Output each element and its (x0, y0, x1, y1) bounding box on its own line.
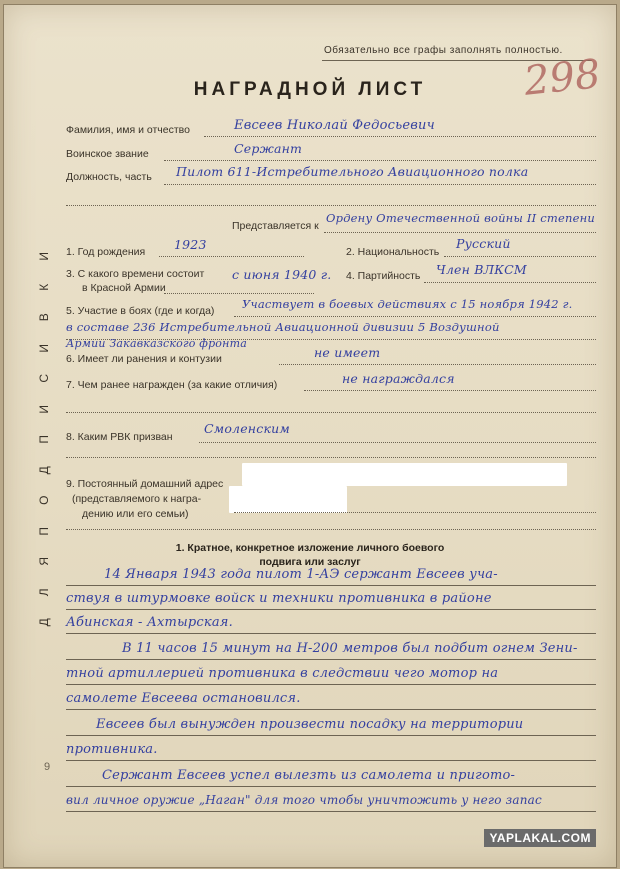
address-line-2 (66, 529, 596, 530)
battles-value-2: в составе 236 Истребительной Авиационной дивизии 5 Воздушной (66, 320, 500, 334)
narrative-rule-8 (66, 760, 596, 761)
battles-line-1 (234, 316, 596, 317)
narrative-line-1: 14 Января 1943 года пилот 1-АЭ сержант Евсеев уча- (104, 567, 498, 582)
position-line-2 (66, 205, 596, 206)
since-value: с июня 1940 г. (232, 267, 332, 282)
rvk-value: Смоленским (204, 421, 290, 436)
narrative-line-10: вил личное оружие „Наган" для того чтобы уничтожить у него запас (66, 793, 542, 807)
narrative-rule-2 (66, 609, 596, 610)
wounds-line (279, 364, 596, 365)
nationality-value: Русский (456, 236, 511, 251)
birth-year-line (159, 256, 304, 257)
document-title: НАГРАДНОЙ ЛИСТ (193, 79, 427, 100)
position-line (164, 184, 596, 185)
redacted-address-2 (229, 486, 347, 513)
name-label: Фамилия, имя и отчество (66, 124, 190, 136)
address-label-3: дению или его семьи) (82, 508, 189, 520)
party-label: 4. Партийность (346, 270, 421, 282)
address-label: 9. Постоянный домашний адрес (66, 478, 224, 490)
narrative-rule-1 (66, 585, 596, 586)
award-sheet (3, 4, 617, 868)
birth-year-value: 1923 (174, 237, 207, 252)
narrative-rule-6 (66, 709, 596, 710)
fill-all-notice: Обязательно все графы заполнять полностью. (324, 45, 563, 56)
narrative-line-6: самолете Евсеева остановился. (66, 691, 301, 706)
nationality-line (444, 256, 596, 257)
since-label: 3. С какого времени состоит (66, 268, 205, 280)
corner-mark: 9 (44, 761, 51, 773)
narrative-line-9: Сержант Евсеев успел вылезть из самолета и пригото- (102, 768, 516, 783)
narrative-line-7: Евсеев был вынужден произвести посадку на территории (96, 717, 524, 732)
rank-value: Сержант (234, 141, 303, 156)
rvk-label: 8. Каким РВК призван (66, 431, 173, 443)
site-watermark: YAPLAKAL.COM (484, 829, 596, 847)
awards-line (304, 390, 596, 391)
narrative-rule-3 (66, 633, 596, 634)
position-label: Должность, часть (66, 171, 152, 183)
redacted-address (242, 463, 567, 486)
battles-value-3: Армии Закавказского фронта (66, 337, 247, 350)
birth-year-label: 1. Год рождения (66, 246, 146, 258)
narrative-line-4: В 11 часов 15 минут на Н-200 метров был подбит огнем Зени- (122, 641, 578, 656)
awards-label: 7. Чем ранее награжден (за какие отличия) (66, 379, 278, 391)
narrative-line-2: ствуя в штурмовке войск и техники противника в районе (66, 591, 492, 606)
since-line (164, 293, 314, 294)
rank-line (164, 160, 596, 161)
narrative-line-3: Абинская - Ахтырская. (66, 615, 233, 630)
narrative-rule-7 (66, 735, 596, 736)
awards-line-2 (66, 412, 596, 413)
since-label-2: в Красной Армии (82, 282, 166, 294)
position-value: Пилот 611-Истребительного Авиационного полка (176, 164, 529, 179)
narrative-rule-9 (66, 786, 596, 787)
address-line (234, 512, 596, 513)
rank-label: Воинское звание (66, 148, 149, 160)
narrative-line-5: тной артиллерией противника в следствии чего мотор на (66, 666, 499, 681)
narrative-line-8: противника. (66, 742, 158, 757)
awards-value: не награждался (342, 371, 455, 386)
presented-line (324, 232, 596, 233)
presented-label: Представляется к (232, 220, 319, 232)
section-heading-line-1: 1. Кратное, конкретное изложение личного боевого (175, 542, 445, 554)
battles-label: 5. Участие в боях (где и когда) (66, 305, 215, 317)
narrative-rule-5 (66, 684, 596, 685)
battles-value-1: Участвует в боевых действиях с 15 ноября 1942 г. (242, 297, 573, 311)
rvk-line-2 (66, 457, 596, 458)
rvk-line (199, 442, 596, 443)
name-value: Евсеев Николай Федосьевич (234, 118, 435, 133)
party-value: Член ВЛКСМ (436, 262, 527, 277)
presented-value: Ордену Отечественной войны II степени (326, 211, 595, 225)
nationality-label: 2. Национальность (346, 246, 440, 258)
party-line (424, 282, 596, 283)
handwritten-number: 298 (521, 51, 603, 105)
section-heading-line-2: подвига или заслуг (259, 556, 361, 568)
address-label-2: (представляемого к награ- (72, 493, 202, 505)
wounds-value: не имеет (314, 345, 381, 360)
name-line (204, 136, 596, 137)
side-label-for-signature: И К В И С И П Д О П Я Л Д (36, 251, 51, 627)
narrative-rule-10 (66, 811, 596, 812)
wounds-label: 6. Имеет ли ранения и контузии (66, 353, 222, 365)
narrative-rule-4 (66, 659, 596, 660)
